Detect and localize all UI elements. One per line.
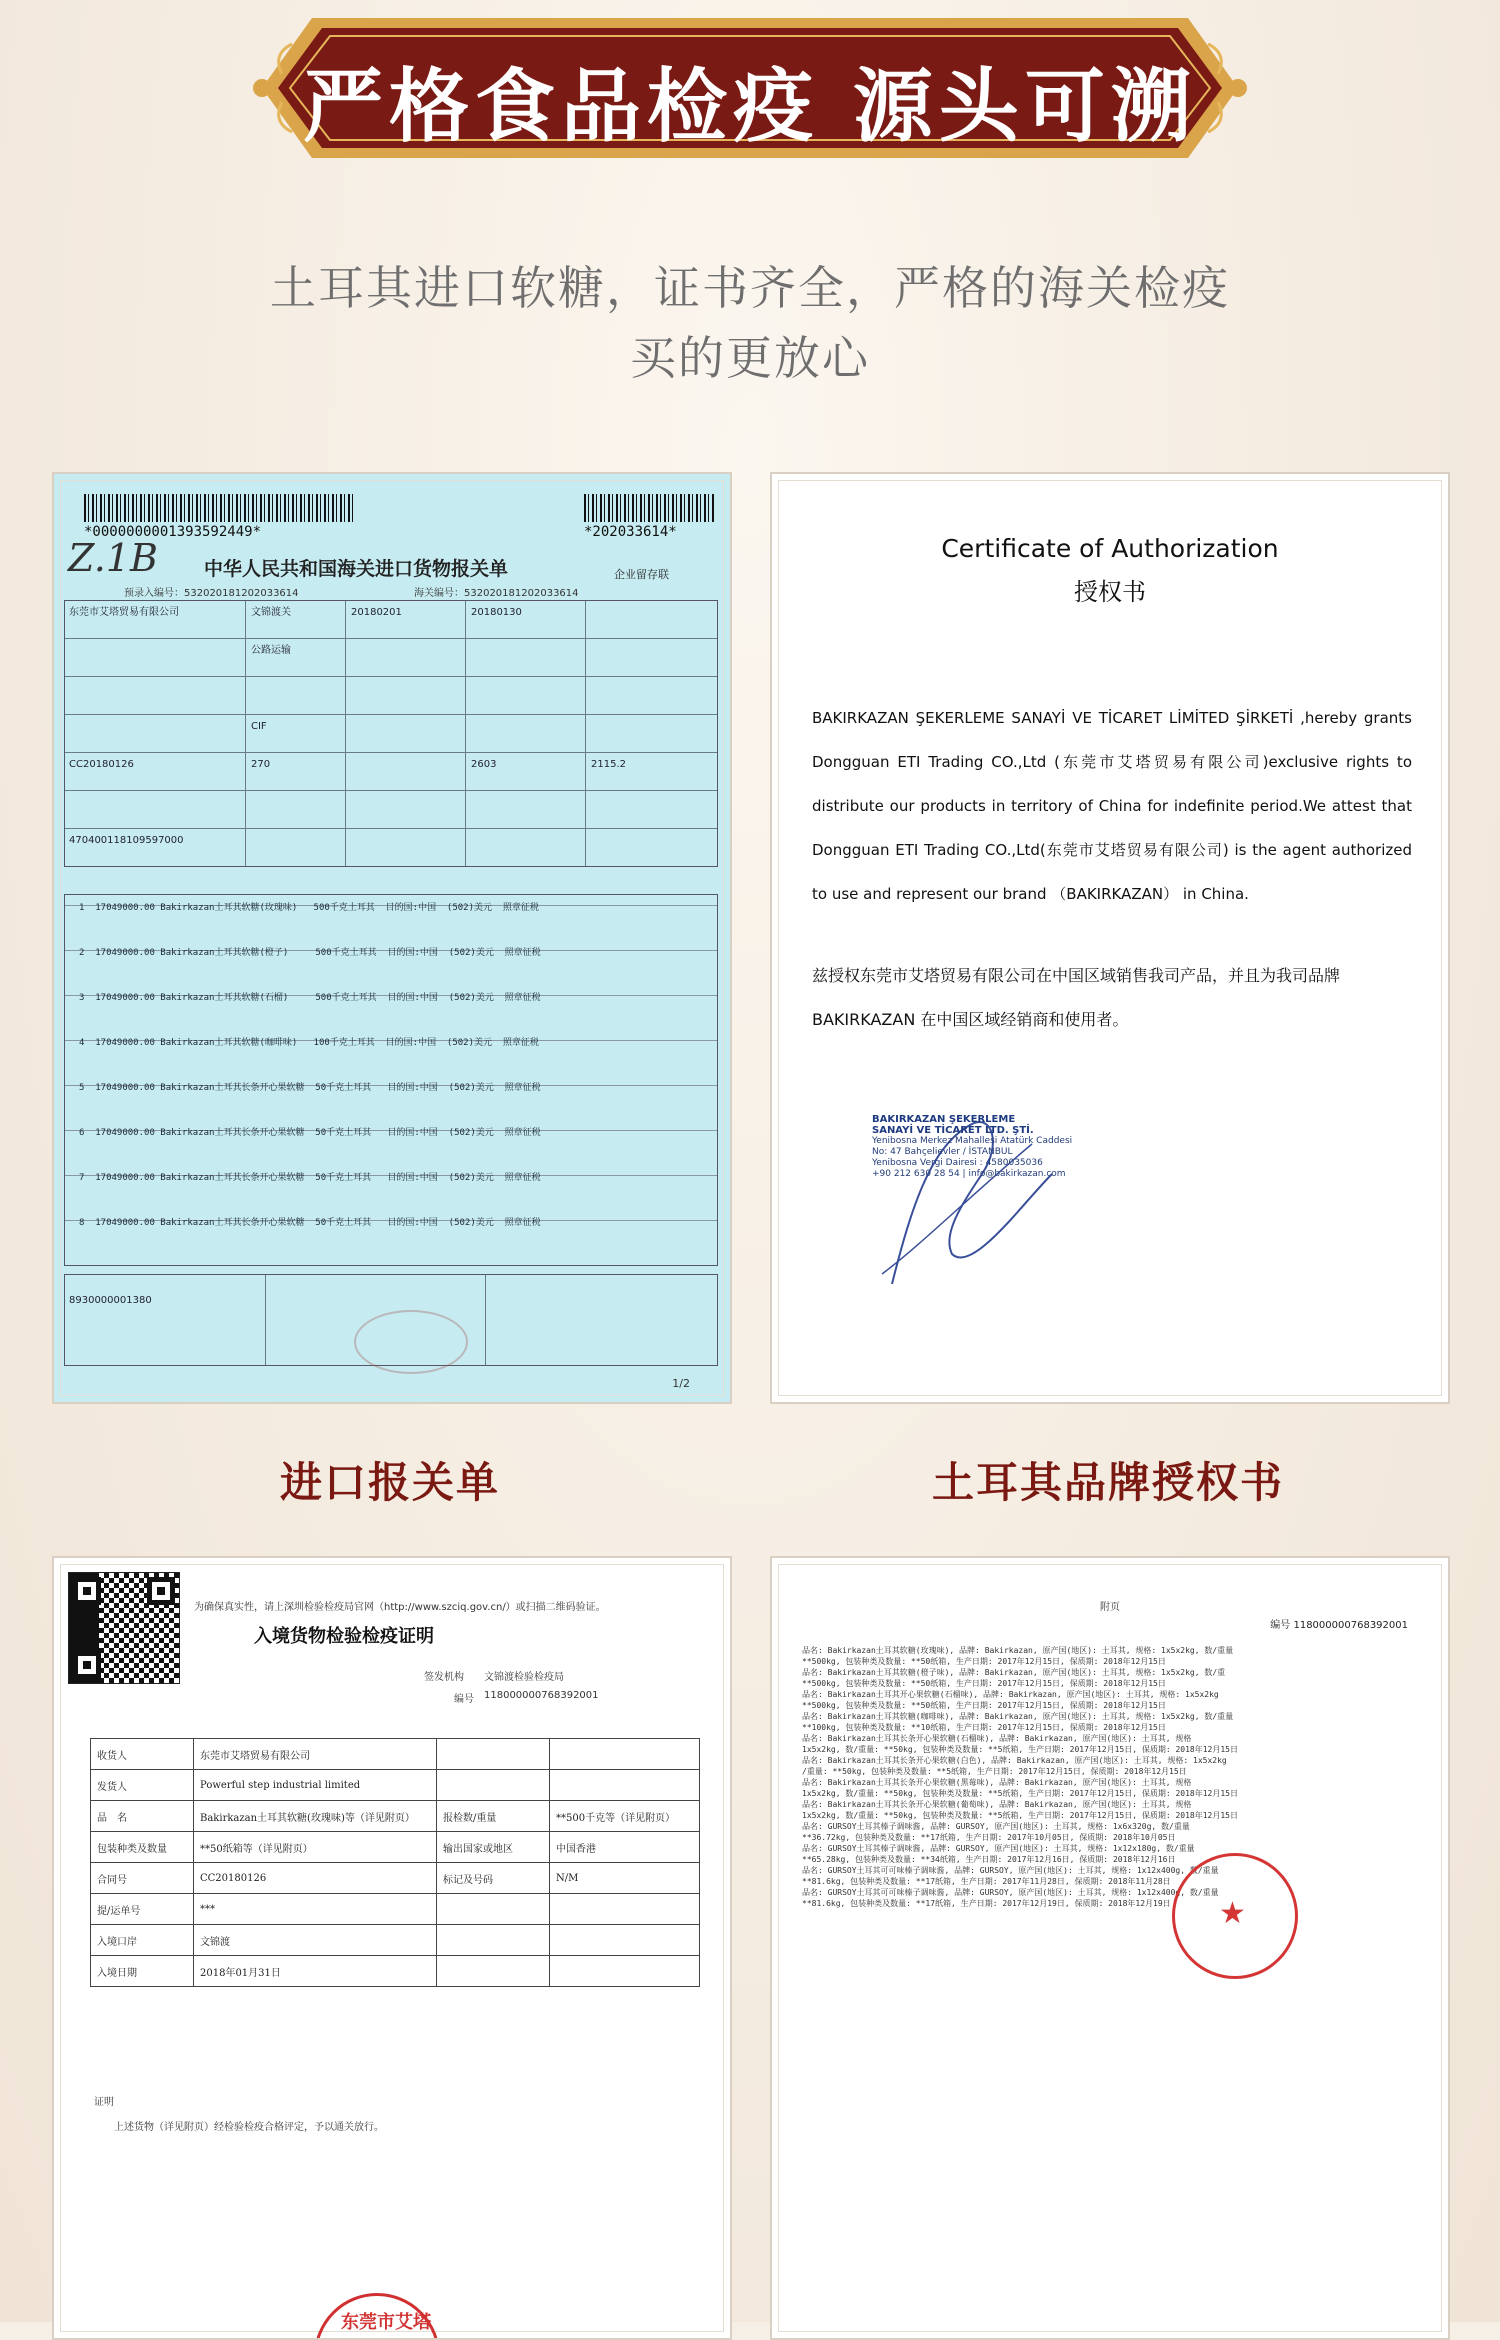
inspection-cell: N/M: [550, 1863, 700, 1894]
faint-stamp: [354, 1310, 468, 1374]
inspection-cell: 品 名: [91, 1801, 194, 1832]
inspection-row: [91, 1863, 700, 1894]
inspection-cell: [437, 1739, 550, 1770]
inspection-cell: [437, 1770, 550, 1801]
authorization-title-en: Certificate of Authorization: [941, 534, 1279, 563]
appendix-line: /重量: **50kg, 包装种类及数量: **5纸箱, 生产日期: 2017年12月15日, 保质期: 2018年12月15日: [802, 1767, 1187, 1776]
appendix-line: 品名: Bakirkazan土耳其长条开心果软糖(葡萄味), 品牌: Bakirkazan, 原产国(地区): 土耳其, 规格: [802, 1800, 1192, 1809]
net-weight: 2115.2: [591, 759, 626, 770]
inspection-row: [91, 1894, 700, 1925]
appendix-line: 1x5x2kg, 数/重量: **50kg, 包装种类及数量: **5纸箱, 生产日期: 2017年12月15日, 保质期: 2018年12月15日: [802, 1789, 1239, 1798]
appendix-line: **81.6kg, 包装种类及数量: **17纸箱, 生产日期: 2017年11月28日, 保质期: 2018年11月28日: [802, 1877, 1171, 1886]
inspection-appendix: [770, 1556, 1450, 2340]
inspection-cell: **50纸箱等（详见附页）: [194, 1832, 437, 1863]
pre-entry-number: 预录入编号：532020181202033614: [124, 588, 299, 599]
customs-number: 海关编号：532020181202033614: [414, 588, 579, 599]
certificate-number: 118000000768392001: [484, 1690, 599, 1701]
red-seal: [1172, 1853, 1298, 1979]
barcode-left-number: *0000000001393592449*: [84, 524, 262, 540]
appendix-line: 品名: GURSOY土耳其榛子调味酱, 品牌: GURSOY, 原产国(地区): 土耳其, 规格: 1x6x320g, 数/重量: [802, 1822, 1190, 1831]
title-banner: [232, 4, 1268, 172]
customs-form-title: 中华人民共和国海关进口货物报关单: [204, 558, 509, 580]
goods-row: 6 17049000.00 Bakirkazan土耳其长条开心果软糖 50千克土耳其 目的国:中国 (502)美元 照章征税: [79, 1128, 541, 1138]
inspection-cell: 入境口岸: [91, 1925, 194, 1956]
inspection-cell: CC20180126: [194, 1863, 437, 1894]
inspection-cell: 报检数/重量: [437, 1801, 550, 1832]
number-label: 编号: [454, 1694, 474, 1705]
trade-terms: CIF: [251, 721, 267, 732]
appendix-line: **500kg, 包装种类及数量: **50纸箱, 生产日期: 2017年12月15日, 保质期: 2018年12月15日: [802, 1679, 1166, 1688]
appendix-line: **65.28kg, 包装种类及数量: **34纸箱, 生产日期: 2017年12月16日, 保质期: 2018年12月16日: [802, 1855, 1176, 1864]
appendix-line: 品名: Bakirkazan土耳其软糖(橙子味), 品牌: Bakirkazan, 原产国(地区): 土耳其, 规格: 1x5x2kg, 数/重: [802, 1668, 1226, 1677]
package-count: 270: [251, 759, 271, 770]
inspection-cell: [550, 1770, 700, 1801]
barcode-right: [584, 494, 714, 522]
authorization-title-cn: 授权书: [1074, 578, 1146, 606]
certificate-statement: 上述货物（详见附页）经检验检疫合格评定，予以通关放行。: [114, 2122, 384, 2133]
goods-row: 7 17049000.00 Bakirkazan土耳其长条开心果软糖 50千克土耳其 目的国:中国 (502)美元 照章征税: [79, 1173, 541, 1183]
banner-title: 严格食品检疫 源头可溯: [303, 60, 1197, 153]
verify-note: 为确保真实性，请上深圳检验检疫局官网（http://www.szciq.gov.cn/）或扫描二维码验证。: [194, 1602, 606, 1613]
inspection-certificate: [52, 1556, 732, 2340]
appendix-line: 品名: GURSOY土耳其榛子调味酱, 品牌: GURSOY, 原产国(地区): 土耳其, 规格: 1x12x180g, 数/重量: [802, 1844, 1195, 1853]
star-icon: ★: [1219, 1896, 1246, 1931]
inspection-row: [91, 1801, 700, 1832]
authorization-body-cn: 兹授权东莞市艾塔贸易有限公司在中国区域销售我司产品，并且为我司品牌 BAKIRKAZAN 在中国区域经销商和使用者。: [812, 966, 1341, 1029]
inspection-cell: ***: [194, 1894, 437, 1925]
goods-row: 4 17049000.00 Bakirkazan土耳其软糖(咖啡味) 100千克土耳其 目的国:中国 (502)美元 照章征税: [79, 1038, 539, 1048]
goods-table: [64, 894, 718, 1266]
red-stamp: [314, 2293, 440, 2340]
inspection-row: [91, 1739, 700, 1770]
subtitle-line-2: 买的更放心: [630, 331, 870, 385]
inspection-cell: [550, 1739, 700, 1770]
appendix-line: 品名: GURSOY土耳其可可味榛子调味酱, 品牌: GURSOY, 原产国(地区): 土耳其, 规格: 1x12x400g, 数/重量: [802, 1888, 1219, 1897]
customs-declaration-document: [52, 472, 732, 1404]
inspection-cell: 收货人: [91, 1739, 194, 1770]
goods-row: 8 17049000.00 Bakirkazan土耳其长条开心果软糖 50千克土耳其 目的国:中国 (502)美元 照章征税: [79, 1218, 541, 1228]
inspection-row: [91, 1770, 700, 1801]
barcode-right-number: *202033614*: [584, 524, 677, 540]
inspection-cell: 发货人: [91, 1770, 194, 1801]
issuer-label: 签发机构: [424, 1672, 464, 1683]
inspection-row: [91, 1925, 700, 1956]
appendix-line: **36.72kg, 包装种类及数量: **17纸箱, 生产日期: 2017年10月05日, 保质期: 2018年10月05日: [802, 1833, 1176, 1842]
consignee: 东莞市艾塔贸易有限公司: [69, 607, 179, 618]
customs-form-tag: 企业留存联: [614, 568, 669, 581]
appendix-line: 品名: Bakirkazan土耳其开心果软糖(石榴味), 品牌: Bakirkazan, 原产国(地区): 土耳其, 规格: 1x5x2kg: [802, 1690, 1219, 1699]
customs-header-grid: [64, 600, 718, 867]
qr-finder: [73, 1577, 101, 1605]
inspection-row: [91, 1956, 700, 1987]
goods-row: 5 17049000.00 Bakirkazan土耳其长条开心果软糖 50千克土耳其 目的国:中国 (502)美元 照章征税: [79, 1083, 541, 1093]
page-number: 1/2: [672, 1377, 690, 1390]
stamp-company-line-2: SANAYİ VE TİCARET LTD. ŞTİ.: [872, 1125, 1034, 1136]
certificate-label: 证明: [94, 2097, 114, 2108]
inspection-cell: 提/运单号: [91, 1894, 194, 1925]
inspection-cell: 合同号: [91, 1863, 194, 1894]
inspection-cell: 入境日期: [91, 1956, 194, 1987]
contract-number: CC20180126: [69, 759, 134, 770]
appendix-line: **500kg, 包装种类及数量: **50纸箱, 生产日期: 2017年12月15日, 保质期: 2018年12月15日: [802, 1657, 1166, 1666]
inspection-cell: 标记及号码: [437, 1863, 550, 1894]
goods-row: 3 17049000.00 Bakirkazan土耳其软糖(石榴) 500千克土耳其 目的国:中国 (502)美元 照章征税: [79, 993, 541, 1003]
entry-port: 文锦渡关: [251, 607, 291, 618]
transport-mode: 公路运输: [251, 645, 291, 656]
inspection-row: [91, 1832, 700, 1863]
inspection-cell: 输出国家或地区: [437, 1832, 550, 1863]
subtitle-line-1: 土耳其进口软糖，证书齐全，严格的海关检疫: [270, 261, 1230, 315]
stamp-text: 东莞市艾塔: [341, 2312, 431, 2333]
inspection-cell: 文锦渡: [194, 1925, 437, 1956]
inspection-table: [90, 1738, 700, 1987]
stamp-address-1: Yenibosna Merkez Mahallesi Atatürk Caddesi: [872, 1136, 1073, 1146]
stamp-address-3: Yenibosna Vergi Dairesi : 4580035036: [872, 1158, 1043, 1168]
appendix-line: 1x5x2kg, 数/重量: **50kg, 包装种类及数量: **5纸箱, 生产日期: 2017年12月15日, 保质期: 2018年12月15日: [802, 1745, 1239, 1754]
caption-authorization: 土耳其品牌授权书: [931, 1458, 1284, 1507]
inspection-cell: Powerful step industrial limited: [194, 1770, 437, 1801]
stamp-address-2: No: 47 Bahçelievler / İSTANBUL: [872, 1147, 1013, 1157]
appendix-number: 编号 118000000768392001: [1270, 1620, 1408, 1631]
inspection-cell: 中国香港: [550, 1832, 700, 1863]
gross-weight: 2603: [471, 759, 497, 770]
inspection-cell: Bakirkazan土耳其软糖(玫瑰味)等（详见附页）: [194, 1801, 437, 1832]
qr-finder: [147, 1577, 175, 1605]
authorization-certificate: [770, 472, 1450, 1404]
issuer: 文锦渡检验检疫局: [484, 1672, 564, 1683]
appendix-line: 1x5x2kg, 数/重量: **50kg, 包装种类及数量: **5纸箱, 生产日期: 2017年12月15日, 保质期: 2018年12月15日: [802, 1811, 1239, 1820]
barcode-left: [84, 494, 354, 522]
appendix-line: **100kg, 包装种类及数量: **10纸箱, 生产日期: 2017年12月15日, 保质期: 2018年12月15日: [802, 1723, 1166, 1732]
appendix-line: 品名: Bakirkazan土耳其软糖(玫瑰味), 品牌: Bakirkazan, 原产国(地区): 土耳其, 规格: 1x5x2kg, 数/重量: [802, 1646, 1234, 1655]
company-stamp: [872, 1114, 1112, 1180]
inspection-cell: [437, 1925, 550, 1956]
appendix-title: 附页: [1100, 1602, 1120, 1613]
stamp-address-4: +90 212 630 28 54 | info@bakirkazan.com: [872, 1169, 1066, 1179]
handwritten-note: Z.1B: [68, 536, 158, 580]
remark-number: 470400118109597000: [69, 835, 184, 846]
inspection-cell: [550, 1956, 700, 1987]
appendix-line: 品名: Bakirkazan土耳其软糖(咖啡味), 品牌: Bakirkazan, 原产国(地区): 土耳其, 规格: 1x5x2kg, 数/重量: [802, 1712, 1234, 1721]
inspection-cell: [437, 1956, 550, 1987]
inspection-cell: **500千克等（详见附页）: [550, 1801, 700, 1832]
inspection-cell: 包装种类及数量: [91, 1832, 194, 1863]
caption-customs: 进口报关单: [279, 1458, 500, 1507]
inspection-cell: 东莞市艾塔贸易有限公司: [194, 1739, 437, 1770]
stamp-company-line-1: BAKIRKAZAN ŞEKERLEME: [872, 1114, 1016, 1125]
inspection-cell: [550, 1894, 700, 1925]
appendix-line: 品名: GURSOY土耳其可可味榛子调味酱, 品牌: GURSOY, 原产国(地区): 土耳其, 规格: 1x12x400g, 数/重量: [802, 1866, 1219, 1875]
appendix-line: 品名: Bakirkazan土耳其长条开心果软糖(白色), 品牌: Bakirkazan, 原产国(地区): 土耳其, 规格: 1x5x2kg: [802, 1756, 1227, 1765]
entry-date: 20180201: [351, 607, 402, 618]
goods-row: 1 17049000.00 Bakirkazan土耳其软糖(玫瑰味) 500千克土耳其 目的国:中国 (502)美元 照章征税: [79, 903, 539, 913]
qr-code: [68, 1572, 180, 1684]
inspection-title: 入境货物检验检疫证明: [254, 1626, 434, 1647]
appendix-line: **81.6kg, 包装种类及数量: **17纸箱, 生产日期: 2017年12月19日, 保质期: 2018年12月19日: [802, 1899, 1171, 1908]
declare-date: 20180130: [471, 607, 522, 618]
inspection-cell: 2018年01月31日: [194, 1956, 437, 1987]
authorization-body-en: BAKIRKAZAN ŞEKERLEME SANAYİ VE TİCARET LİMİTED ŞİRKETİ ,hereby grants Dongguan ETI Trading CO.,Ltd (东莞市艾塔贸易有限公司)exclusive rights to distribute our products in territory of China for indefinite period.We attest that Dongguan ETI Trading CO.,Ltd(东莞市艾塔贸易有限公司) is the agent authorized to use and represent our brand （BAKIRKAZAN） in China.: [812, 709, 1412, 903]
inspection-cell: [550, 1925, 700, 1956]
appendix-line: **500kg, 包装种类及数量: **50纸箱, 生产日期: 2017年12月15日, 保质期: 2018年12月15日: [802, 1701, 1166, 1710]
goods-row: 2 17049000.00 Bakirkazan土耳其软糖(橙子) 500千克土耳其 目的国:中国 (502)美元 照章征税: [79, 948, 541, 958]
inspection-cell: [437, 1894, 550, 1925]
qr-finder: [73, 1651, 101, 1679]
appendix-line: 品名: Bakirkazan土耳其长条开心果软糖(石榴味), 品牌: Bakirkazan, 原产国(地区): 土耳其, 规格: [802, 1734, 1192, 1743]
appendix-line: 品名: Bakirkazan土耳其长条开心果软糖(黑莓味), 品牌: Bakirkazan, 原产国(地区): 土耳其, 规格: [802, 1778, 1192, 1787]
entry-number: 8930000001380: [69, 1295, 152, 1306]
